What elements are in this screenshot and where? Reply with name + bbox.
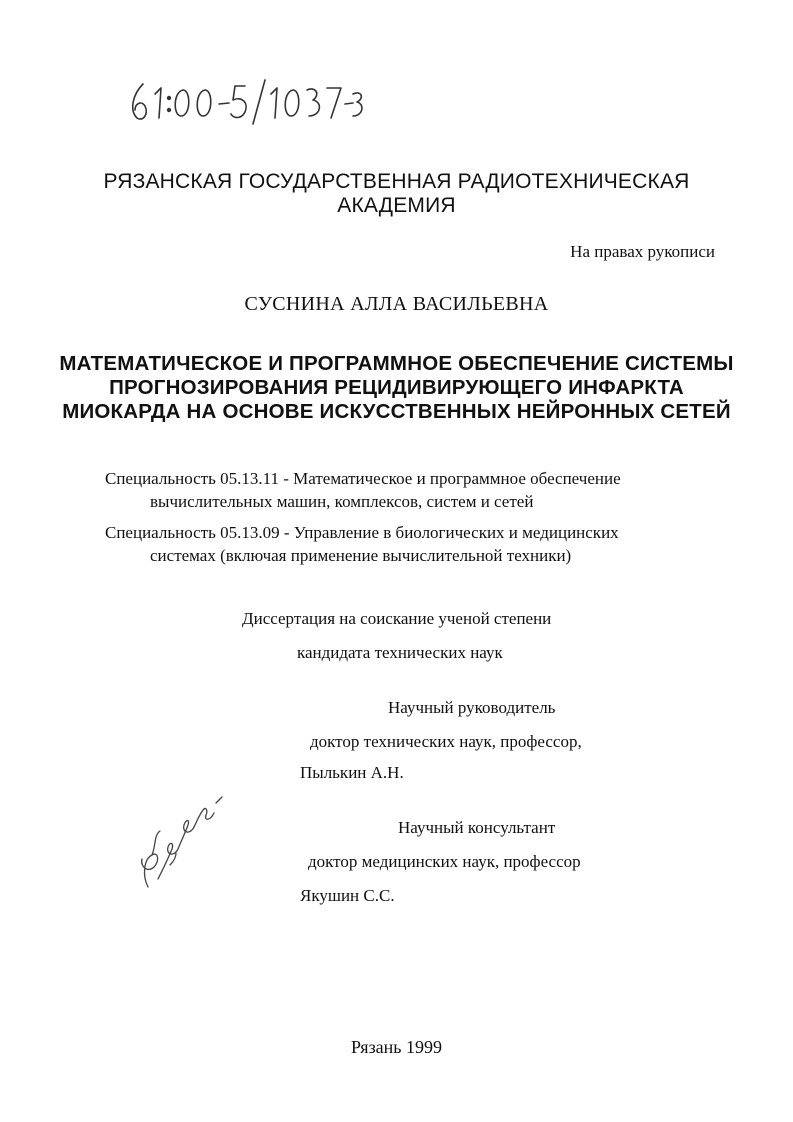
consultant-degree: доктор медицинских наук, профессор <box>308 852 581 871</box>
dissertation-title <box>0 352 793 424</box>
dissertation-line-2: кандидата технических наук <box>297 643 503 662</box>
supervisor-degree: доктор технических наук, профессор, <box>310 732 582 751</box>
title-line-2: ПРОГНОЗИРОВАНИЯ РЕЦИДИВИРУЮЩЕГО ИНФАРКТА <box>109 376 684 399</box>
consultant-role: Научный консультант <box>398 818 556 837</box>
handwritten-signature <box>130 795 240 895</box>
dissertation-line-1: Диссертация на соискание ученой степени <box>242 609 552 628</box>
rights-note: На правах рукописи <box>570 242 715 261</box>
archive-code-handwriting <box>125 72 365 132</box>
specialty-1-line-2: вычислительных машин, комплексов, систем и сетей <box>150 492 534 511</box>
author-name: СУСНИНА АЛЛА ВАСИЛЬЕВНА <box>244 293 549 315</box>
specialty-2-line-2: системах (включая применение вычислительной техники) <box>150 546 572 565</box>
supervisor-name: Пылькин А.Н. <box>300 763 404 782</box>
institution-line-2: АКАДЕМИЯ <box>337 194 456 217</box>
title-line-3: МИОКАРДА НА ОСНОВЕ ИСКУССТВЕННЫХ НЕЙРОННЫХ СЕТЕЙ <box>62 400 731 423</box>
supervisor-role: Научный руководитель <box>388 698 556 717</box>
institution-line-1: РЯЗАНСКАЯ ГОСУДАРСТВЕННАЯ РАДИОТЕХНИЧЕСКАЯ <box>103 170 690 193</box>
consultant-name: Якушин С.С. <box>300 886 395 905</box>
specialty-2-line-1: Специальность 05.13.09 - Управление в биологических и медицинских <box>105 523 619 542</box>
institution-name <box>0 170 793 218</box>
title-line-1: МАТЕМАТИЧЕСКОЕ И ПРОГРАММНОЕ ОБЕСПЕЧЕНИЕ СИСТЕМЫ <box>59 352 734 375</box>
city-year: Рязань 1999 <box>350 1037 443 1057</box>
specialty-1-line-1: Специальность 05.13.11 - Математическое и программное обеспечение <box>105 469 621 488</box>
